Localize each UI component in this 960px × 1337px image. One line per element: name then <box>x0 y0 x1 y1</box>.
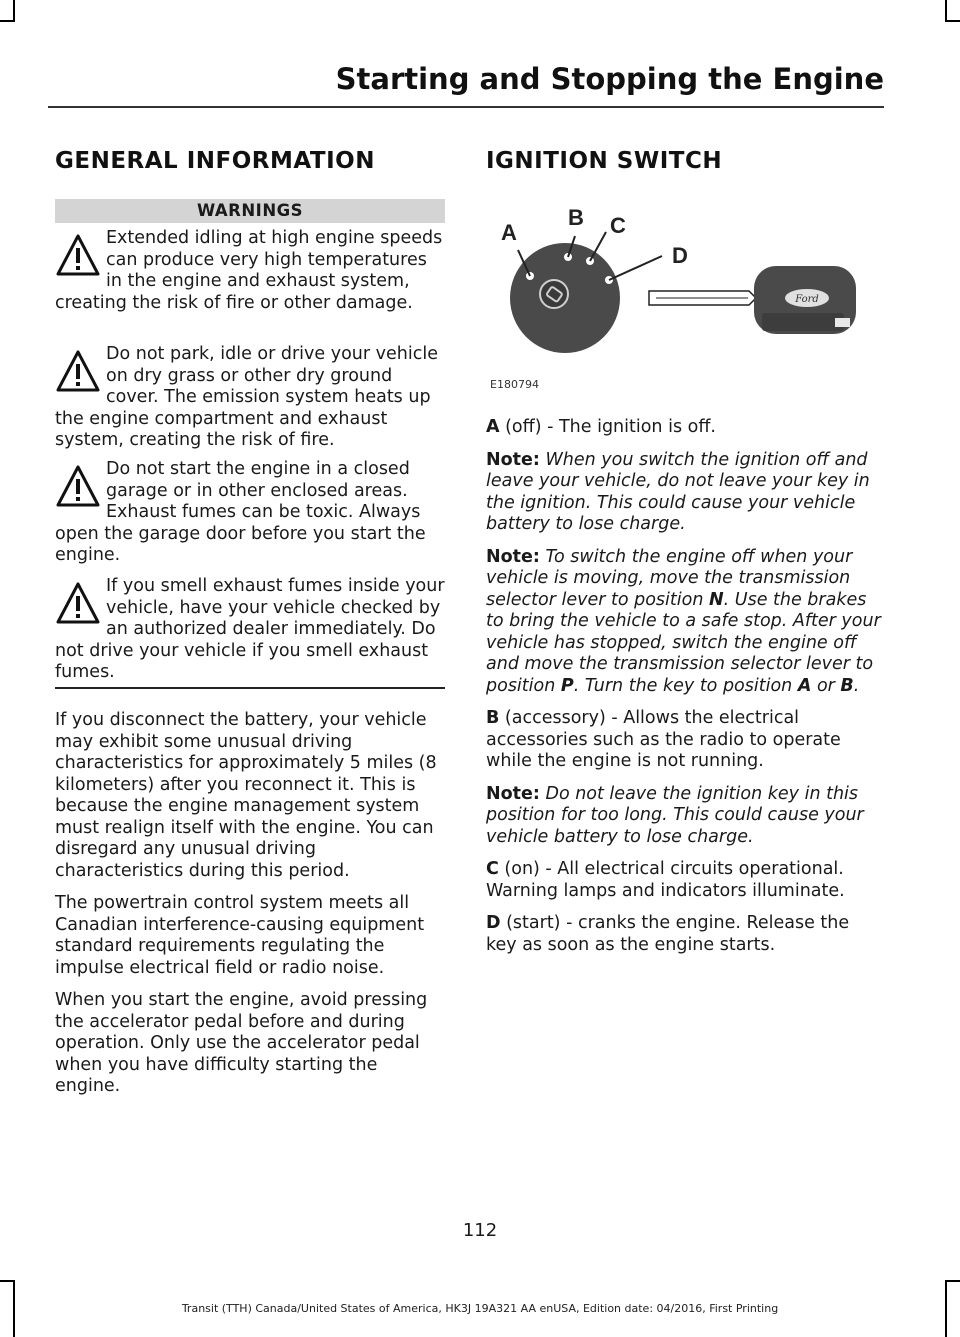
warning-item <box>55 344 445 452</box>
figure-id: E180794 <box>490 378 539 391</box>
page-number: 112 <box>462 1220 498 1241</box>
label-c: C <box>610 213 626 238</box>
ignition-switch-figure <box>486 200 881 390</box>
warning-triangle-icon <box>55 348 101 394</box>
warning-item <box>55 576 445 684</box>
paragraph: If you disconnect the battery, your vehicle may exhibit some unusual driving characteristics for approximately 5 miles (8 kilometers) after you reconnect it. This is because the engine management system must realign itself with the engine. You can disregard any unusual driving characteristics during this period. <box>55 710 437 881</box>
key-tag <box>835 318 850 327</box>
label-d: D <box>672 243 688 268</box>
crop-mark-tl-v <box>13 0 15 22</box>
paragraph: When you start the engine, avoid pressing the accelerator pedal before and during operation. Only use the accelerator pedal when you have difficulty starting the engine. <box>55 990 428 1096</box>
note-engine-off-moving: Note: To switch the engine off when your vehicle is moving, move the transmission selector lever to position N. Use the brakes to bring the vehicle to a safe stop. After your vehicle has stopped, switch the engine off and move the transmission selector lever to position P. Turn the key to position A or B. <box>486 546 881 696</box>
paragraph: The powertrain control system meets all Canadian interference-causing equipment standard requirements regulating the impulse electrical field or radio noise. <box>55 893 425 978</box>
position-c-item: C (on) - All electrical circuits operational. Warning lamps and indicators illuminate. <box>486 859 845 901</box>
crop-mark-bl-h <box>0 1280 15 1282</box>
general-info-body <box>55 710 445 1109</box>
crop-mark-tl-h <box>0 20 15 22</box>
position-a-item: A (off) - The ignition is off. <box>486 417 716 437</box>
warning-text: Do not park, idle or drive your vehicle on dry grass or other dry ground cover. The emission system heats up the engine compartment and exhaust system, creating the risk of fire. <box>55 344 438 450</box>
crop-mark-tr-v <box>945 0 947 22</box>
crop-mark-tr-h <box>945 20 960 22</box>
warnings-end-rule <box>55 687 445 689</box>
position-d-item: D (start) - cranks the engine. Release the key as soon as the engine starts. <box>486 913 850 955</box>
label-a: A <box>501 220 517 245</box>
ford-logo-text: Ford <box>795 294 819 305</box>
warning-item <box>55 459 445 567</box>
header-rule <box>48 106 884 108</box>
general-information-heading: GENERAL INFORMATION <box>55 148 375 174</box>
position-b-item: B (accessory) - Allows the electrical accessories such as the radio to operate while the engine is not running. <box>486 708 841 771</box>
label-b: B <box>568 205 584 230</box>
footer-edition-info: Transit (TTH) Canada/United States of America, HK3J 19A321 AA enUSA, Edition date: 04/2016, First Printing <box>181 1302 779 1315</box>
warning-text: If you smell exhaust fumes inside your vehicle, have your vehicle checked by an authorized dealer immediately. Do not drive your vehicle if you smell exhaust fumes. <box>55 576 445 682</box>
page-header-title: Starting and Stopping the Engine <box>335 62 884 96</box>
crop-mark-br-h <box>945 1280 960 1282</box>
ignition-switch-body <box>486 417 881 967</box>
note-accessory: Note: Do not leave the ignition key in this position for too long. This could cause your vehicle battery to lose charge. <box>486 783 864 847</box>
warnings-banner: WARNINGS <box>55 199 445 223</box>
warning-triangle-icon <box>55 580 101 626</box>
key-head-lower <box>762 313 844 331</box>
ignition-switch-heading: IGNITION SWITCH <box>486 148 723 174</box>
warning-triangle-icon <box>55 232 101 278</box>
warning-item <box>55 228 445 314</box>
warning-text: Extended idling at high engine speeds can produce very high temperatures in the engine and exhaust system, creating the risk of fire or other damage. <box>55 228 443 313</box>
warning-text: Do not start the engine in a closed garage or in other enclosed areas. Exhaust fumes can be toxic. Always open the garage door before you start the engine. <box>55 459 426 565</box>
note-ignition-off: Note: When you switch the ignition off and leave your vehicle, do not leave your key in the ignition. This could cause your vehicle battery to lose charge. <box>486 449 870 534</box>
warning-triangle-icon <box>55 463 101 509</box>
leader-line-d <box>609 256 662 280</box>
